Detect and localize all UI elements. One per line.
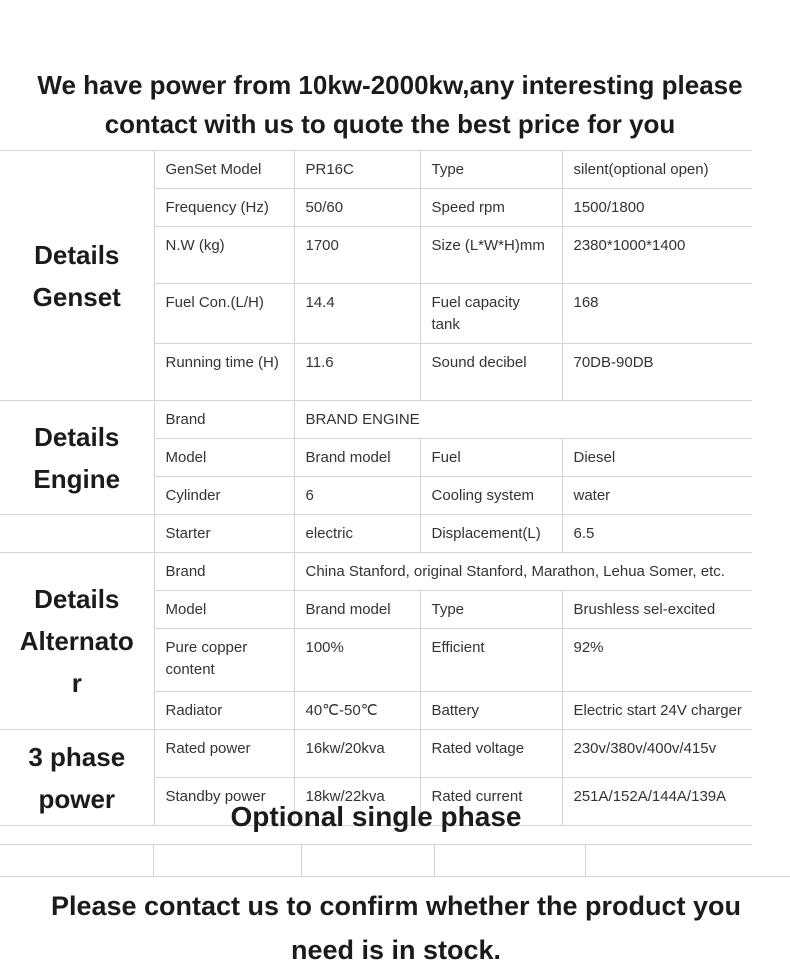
empty-cell [585,844,790,877]
spec-label: Type [420,151,562,189]
spec-label: Cooling system [420,477,562,515]
spec-label: GenSet Model [154,151,294,189]
spec-value: Electric start 24V charger [562,692,752,730]
footer-line-1: Please contact us to confirm whether the product you [50,891,742,921]
spec-value: Brand model [294,439,420,477]
empty-cell [0,844,153,877]
spec-label: Rated voltage [420,730,562,778]
footer-line-2: need is in stock. [290,935,502,965]
spec-label: Sound decibel [420,344,562,401]
headline-line-1: We have power from 10kw-2000kw,any interesting please [37,70,743,100]
empty-cell [434,844,585,877]
spec-value: electric [294,515,420,553]
spec-value: 1700 [294,227,420,284]
spec-label: Fuel [420,439,562,477]
spec-value: silent(optional open) [562,151,752,189]
spec-label: Cylinder [154,477,294,515]
section-label-genset: Details Genset [0,151,154,401]
empty-cell [301,844,434,877]
spec-label: Standby power [154,778,294,826]
spec-value: 2380*1000*1400 [562,227,752,284]
spec-label: Fuel Con.(L/H) [154,284,294,344]
empty-cell [153,844,301,877]
table-row [0,151,752,189]
spec-value: 18kw/22kva [294,778,420,826]
spec-label: Pure copper content [154,629,294,692]
spec-value: 6.5 [562,515,752,553]
spec-value: BRAND ENGINE [294,401,752,439]
spec-value: 11.6 [294,344,420,401]
spec-value: 14.4 [294,284,420,344]
spec-label: Brand [154,401,294,439]
spec-value: Brand model [294,591,420,629]
spec-label: Model [154,439,294,477]
spec-label: Efficient [420,629,562,692]
page-headline [0,66,780,144]
spec-value: 40℃-50℃ [294,692,420,730]
section-label-engine: Details Engine [0,401,154,515]
spec-label: Size (L*W*H)mm [420,227,562,284]
spec-value: 92% [562,629,752,692]
spec-value: 1500/1800 [562,189,752,227]
spec-label: Model [154,591,294,629]
spec-value: 70DB-90DB [562,344,752,401]
spec-label: Rated power [154,730,294,778]
spec-label: N.W (kg) [154,227,294,284]
spec-value: 251A/152A/144A/139A [562,778,752,826]
table-row [0,401,752,439]
spec-value: 168 [562,284,752,344]
table-row [0,553,752,591]
spec-value: PR16C [294,151,420,189]
spec-value: Brushless sel-excited [562,591,752,629]
spec-value: China Stanford, original Stanford, Marathon, Lehua Somer, etc. [294,553,752,591]
single-phase-empty-table [0,844,790,877]
headline-line-2: contact with us to quote the best price for you [104,109,676,139]
spec-value: Diesel [562,439,752,477]
spec-label: Radiator [154,692,294,730]
spec-table [0,150,752,826]
spec-value: 100% [294,629,420,692]
spec-label: Speed rpm [420,189,562,227]
spec-label: Fuel capacity tank [420,284,562,344]
spec-value: water [562,477,752,515]
spec-label: Type [420,591,562,629]
spec-label: Battery [420,692,562,730]
spec-value: 6 [294,477,420,515]
section-label-alternator: Details Alternato r [0,553,154,730]
spec-label: Displacement(L) [420,515,562,553]
spec-label: Starter [154,515,294,553]
spec-label: Brand [154,553,294,591]
spec-value: 16kw/20kva [294,730,420,778]
section-label-power: 3 phase power [0,730,154,826]
section-label-empty [0,515,154,553]
spec-value: 230v/380v/400v/415v [562,730,752,778]
spec-label: Frequency (Hz) [154,189,294,227]
spec-label: Rated current [420,778,562,826]
table-row [0,515,752,553]
spec-value: 50/60 [294,189,420,227]
optional-single-phase-title: Optional single phase [0,798,752,845]
footer-notice [0,884,790,972]
table-row [0,730,752,778]
spec-label: Running time (H) [154,344,294,401]
table-row [0,844,790,877]
